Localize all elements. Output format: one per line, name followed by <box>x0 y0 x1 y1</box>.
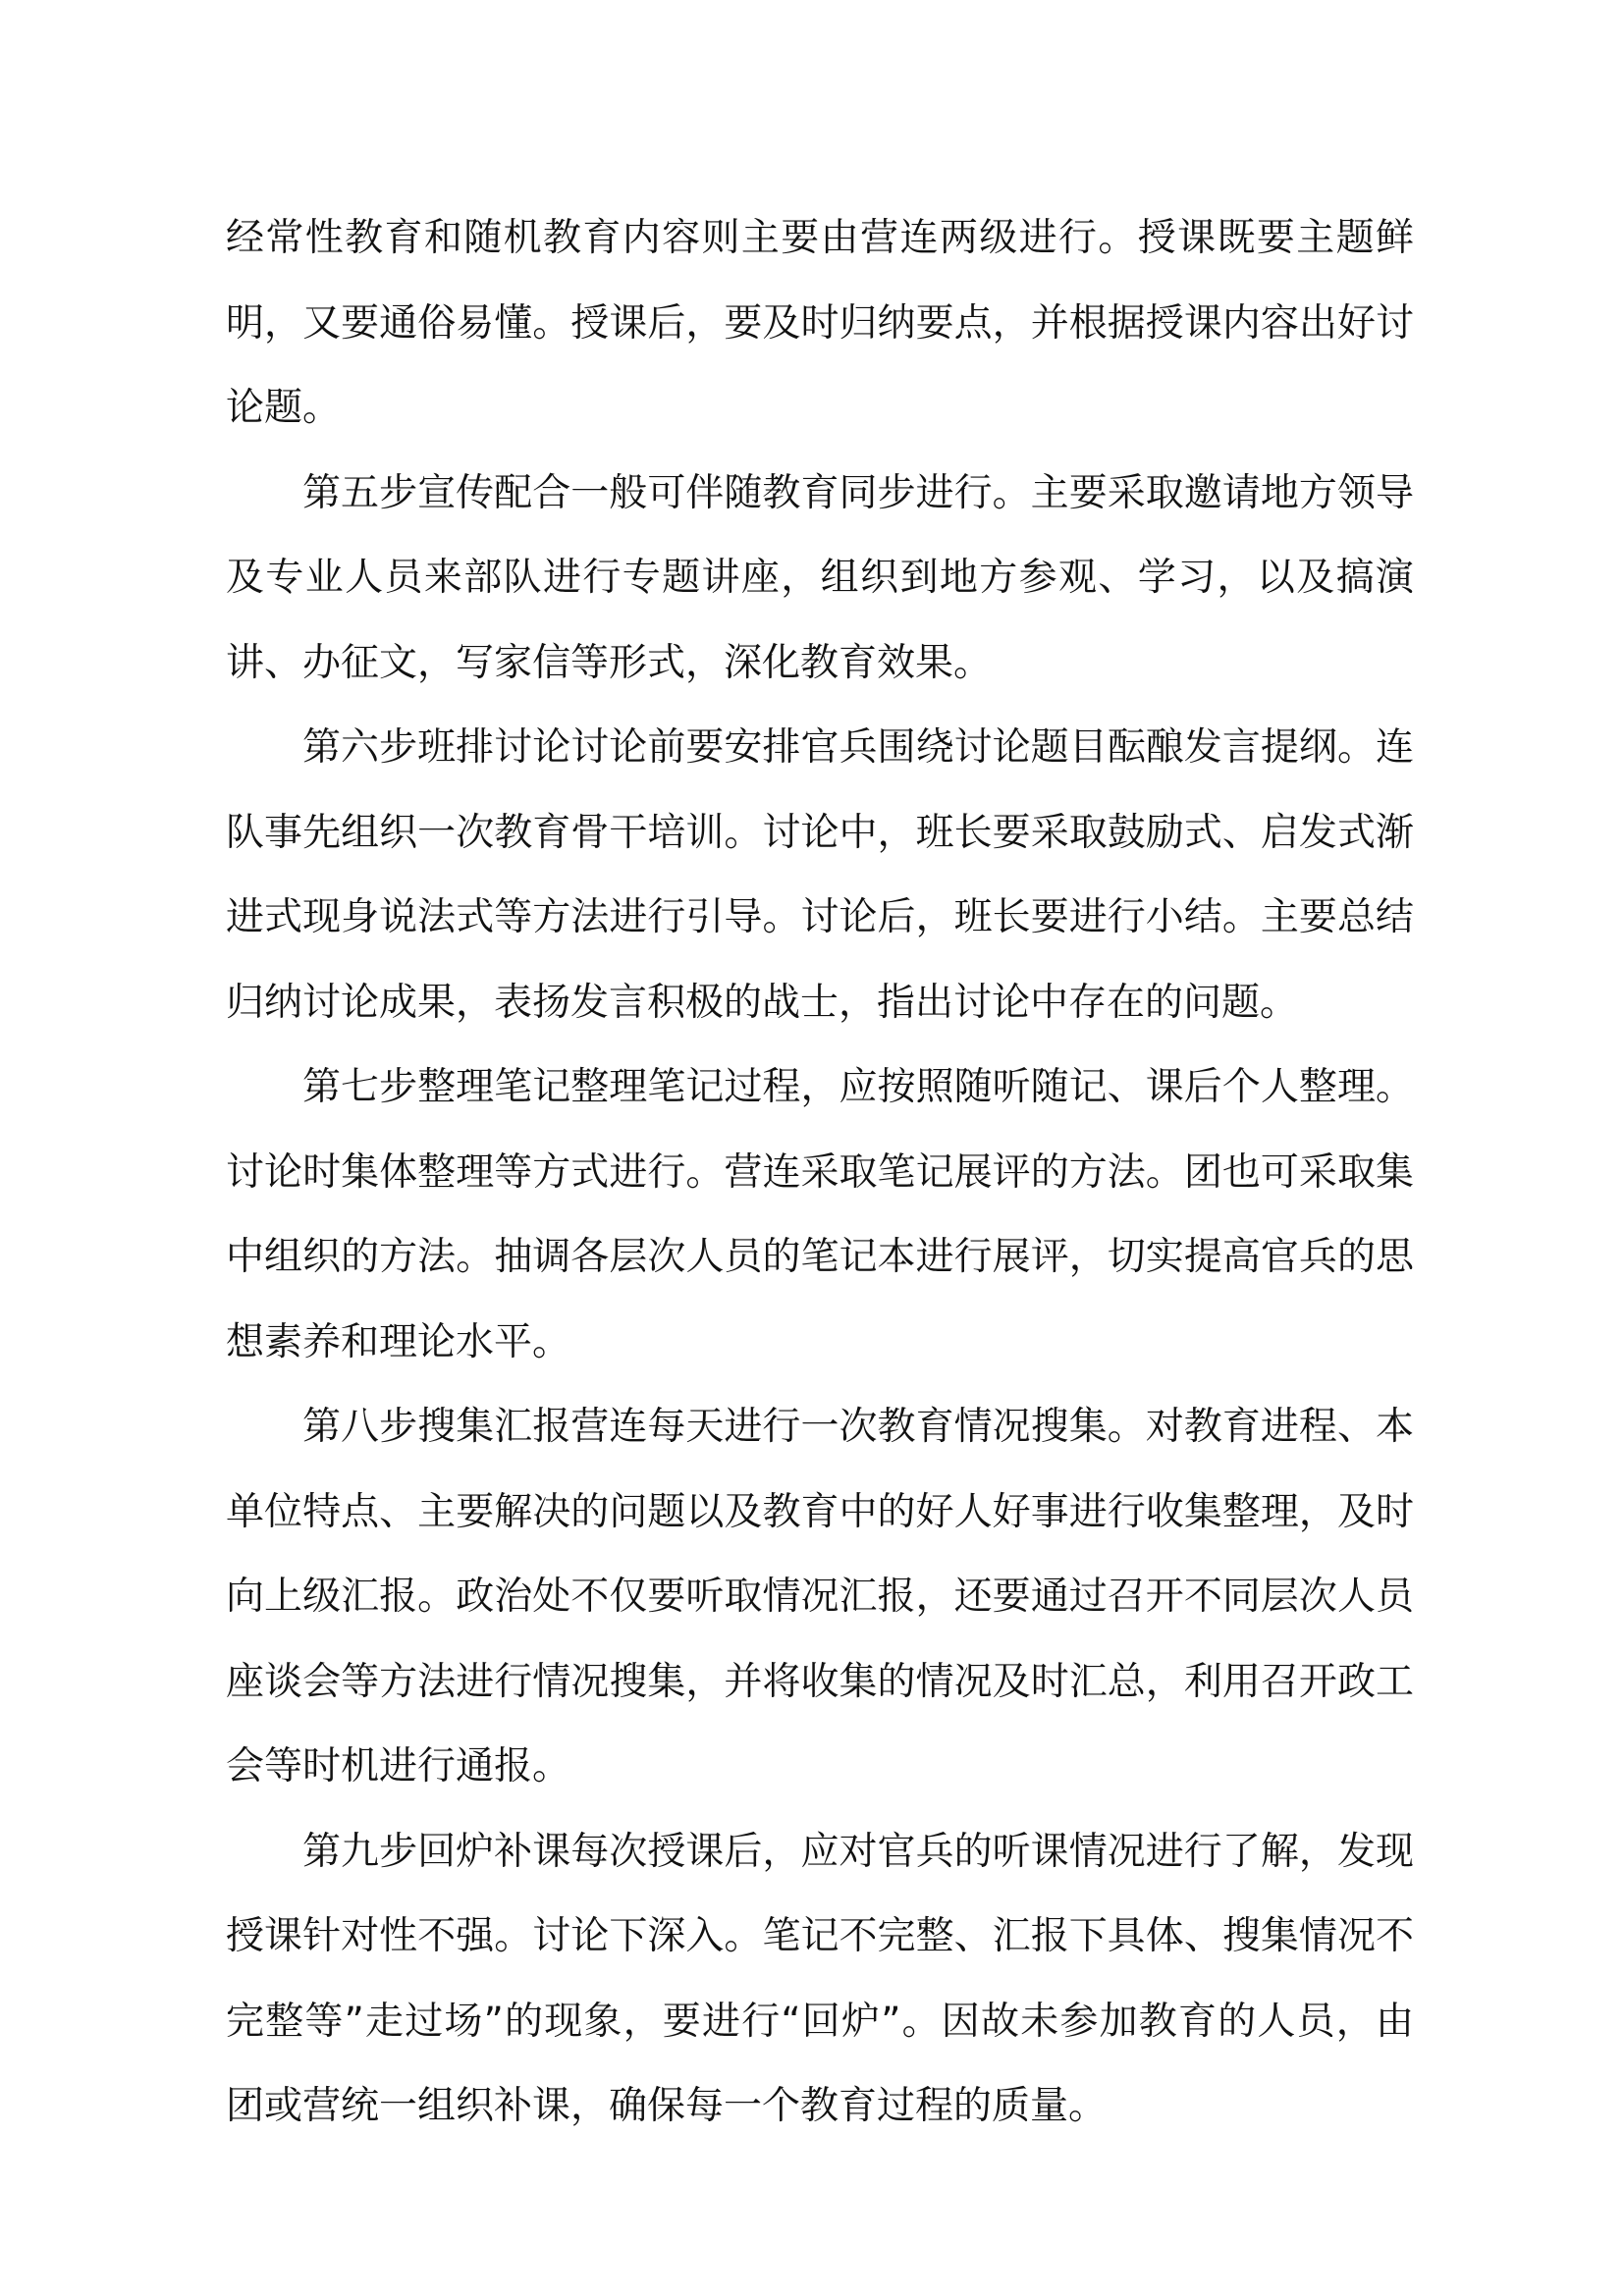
paragraph-step-6: 第六步班排讨论讨论前要安排官兵围绕讨论题目酝酿发言提纲。连队事先组织一次教育骨干培训。讨论中，班长要采取鼓励式、启发式渐进式现身说法式等方法进行引导。讨论后，班长要进行小结。主要总结归纳讨论成果，表扬发言积极的战士，指出讨论中存在的问题。 <box>226 725 1414 1025</box>
paragraph-continuation: 经常性教育和随机教育内容则主要由营连两级进行。授课既要主题鲜明，又要通俗易懂。授课后，要及时归纳要点，并根据授课内容出好讨论题。 <box>226 216 1414 430</box>
paragraph-step-9: 第九步回炉补课每次授课后，应对官兵的听课情况进行了解，发现授课针对性不强。讨论下深入。笔记不完整、汇报下具体、搜集情况不完整等”走过场”的现象，要进行“回炉”。因故未参加教育的人员，由团或营统一组织补课，确保每一个教育过程的质量。 <box>226 1829 1414 2128</box>
document-body <box>226 196 1414 2150</box>
paragraph-step-8: 第八步搜集汇报营连每天进行一次教育情况搜集。对教育进程、本单位特点、主要解决的问题以及教育中的好人好事进行收集整理，及时向上级汇报。政治处不仅要听取情况汇报，还要通过召开不同层次人员座谈会等方法进行情况搜集，并将收集的情况及时汇总，利用召开政工会等时机进行通报。 <box>226 1405 1414 1789</box>
paragraph-step-5: 第五步宣传配合一般可伴随教育同步进行。主要采取邀请地方领导及专业人员来部队进行专题讲座，组织到地方参观、学习，以及搞演讲、办征文，写家信等形式，深化教育效果。 <box>226 470 1414 685</box>
paragraph-step-7: 第七步整理笔记整理笔记过程，应按照随听随记、课后个人整理。讨论时集体整理等方式进行。营连采取笔记展评的方法。团也可采取集中组织的方法。抽调各层次人员的笔记本进行展评，切实提高官兵的思想素养和理论水平。 <box>226 1065 1414 1364</box>
